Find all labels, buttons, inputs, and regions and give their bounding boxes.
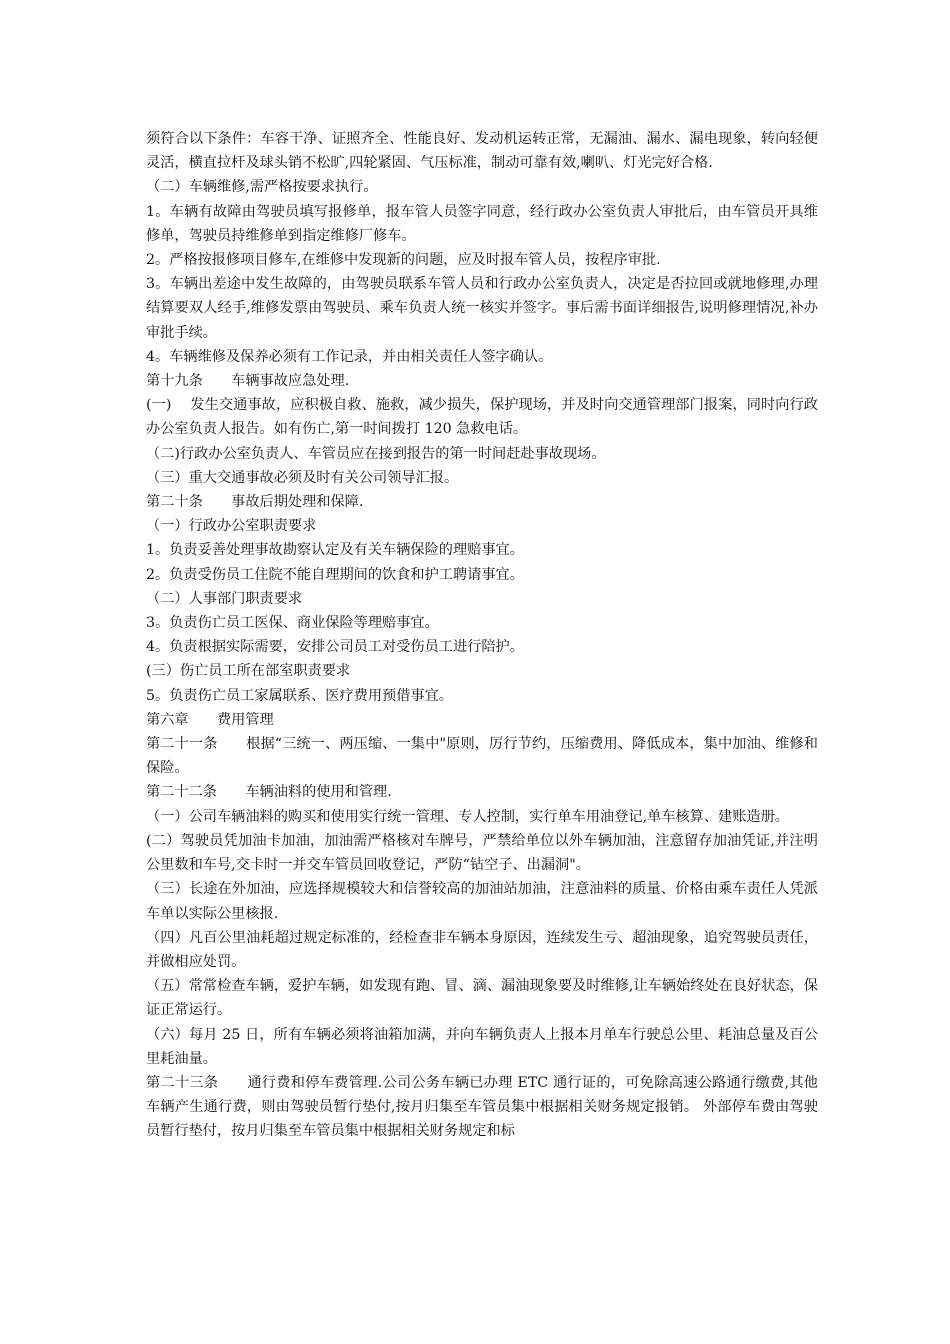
paragraph: (二）驾驶员凭加油卡加油，加油需严格核对车牌号，严禁给单位以外车辆加油，注意留存加油凭证,并注明公里数和车号,交卡时一并交车管员回收登记，严防“钻空子、出漏洞"。: [146, 832, 818, 874]
paragraph: （二)行政办公室负责人、车管员应在接到报告的第一时间赶赴事故现场。: [146, 445, 606, 462]
paragraph: 第二十三条 通行费和停车费管理.公司公务车辆已办理 ETC 通行证的，可免除高速公路通行缴费,其他车辆产生通行费，则由驾驶员暂行垫付,按月归集至车管员集中根据相关财务规定报销。 外部停车费由驾驶员暂行垫付，按月归集至车管员集中根据相关财务规定和标: [146, 1074, 818, 1140]
paragraph: 1。负责妥善处理事故勘察认定及有关车辆保险的理赔事宜。: [146, 542, 524, 559]
paragraph: 4。车辆维修及保养必须有工作记录，并由相关责任人签字确认。: [146, 348, 553, 365]
paragraph: 2。严格按报修项目修车,在维修中发现新的问题，应及时报车管人员，按程序审批.: [146, 252, 661, 269]
paragraph: 第二十一条 根据“三统一、两压缩、一集中"原则，厉行节约，压缩费用、降低成本，集中加油、维修和保险。: [146, 736, 818, 777]
article-heading: 第二十二条 车辆油料的使用和管理.: [146, 784, 392, 801]
paragraph: 须符合以下条件：车容干净、证照齐全、性能良好、发动机运转正常，无漏油、漏水、漏电现象，转向轻便灵活，横直拉杆及球头销不松旷,四轮紧固、气压标准，制动可靠有效,喇叭、灯光完好合格.: [146, 131, 818, 172]
paragraph: (一) 发生交通事故，应积极自救、施救，减少损失，保护现场，并及时向交通管理部门报案，同时向行政办公室负责人报告。如有伤亡,第一时间拨打 120 急救电话。: [146, 397, 818, 438]
paragraph: （一）公司车辆油料的购买和使用实行统一管理、专人控制，实行单车用油登记,单车核算、建账造册。: [146, 808, 789, 825]
article-heading: 第十九条 车辆事故应急处理.: [146, 373, 350, 390]
document-page: [146, 127, 818, 1144]
paragraph: 2。负责受伤员工住院不能自理期间的饮食和护工聘请事宜。: [146, 566, 524, 583]
paragraph: （四）凡百公里油耗超过规定标准的，经检查非车辆本身原因，连续发生亏、超油现象，追究驾驶员责任，并做相应处罚。: [146, 929, 818, 970]
chapter-heading: 第六章 费用管理: [146, 711, 274, 728]
paragraph: 3。车辆出差途中发生故障的，由驾驶员联系车管人员和行政办公室负责人，决定是否拉回或就地修理,办理结算要双人经手,维修发票由驾驶员、乘车负责人统一核实并签字。事后需书面详细报告,说明修理情况,补办审批手续。: [146, 276, 818, 341]
paragraph: （二）车辆维修,需严格按要求执行。: [146, 179, 378, 196]
paragraph: 1。车辆有故障由驾驶员填写报修单，报车管人员签字同意，经行政办公室负责人审批后，由车管员开具维修单，驾驶员持维修单到指定维修厂修车。: [146, 203, 818, 244]
sub-heading: (三）伤亡员工所在部室职责要求: [146, 663, 351, 680]
paragraph: 3。负责伤亡员工医保、商业保险等理赔事宜。: [146, 615, 439, 632]
paragraph: 5。负责伤亡员工家属联系、医疗费用预借事宜。: [146, 687, 453, 704]
paragraph: 4。负责根据实际需要，安排公司员工对受伤员工进行陪护。: [146, 639, 524, 656]
paragraph: （五）常常检查车辆，爱护车辆，如发现有跑、冒、滴、漏油现象要及时维修,让车辆始终处在良好状态，保证正常运行。: [146, 978, 818, 1019]
paragraph: （三）长途在外加油，应选择规模较大和信誉较高的加油站加油，注意油料的质量、价格由乘车责任人凭派车单以实际公里核报.: [146, 881, 818, 922]
paragraph: （六）每月 25 日，所有车辆必须将油箱加满，并向车辆负责人上报本月单车行驶总公里、耗油总量及百公里耗油量。: [146, 1026, 818, 1067]
paragraph: （三）重大交通事故必须及时有关公司领导汇报。: [146, 469, 459, 486]
sub-heading: （一）行政办公室职责要求: [146, 518, 317, 535]
article-heading: 第二十条 事故后期处理和保障.: [146, 494, 364, 511]
sub-heading: （二）人事部门职责要求: [146, 590, 303, 607]
